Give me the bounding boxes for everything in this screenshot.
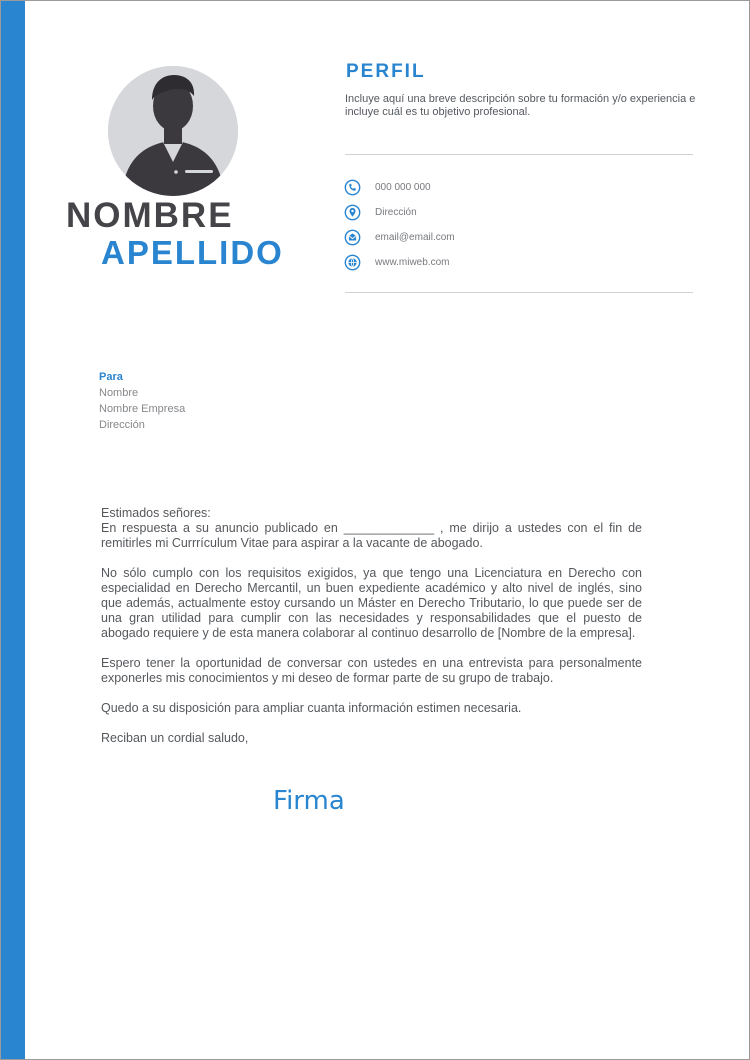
last-name: APELLIDO — [101, 234, 284, 271]
first-name: NOMBRE — [66, 196, 234, 235]
divider-bottom — [345, 292, 693, 293]
signature: Firma — [273, 786, 345, 816]
letter-greeting: Estimados señores: — [101, 506, 211, 520]
recipient-label: Para — [99, 371, 123, 383]
recipient-name: Nombre — [99, 387, 139, 399]
contact-email-text[interactable]: email@email.com — [375, 231, 455, 243]
profile-description: Incluye aquí una breve descripción sobre tu formación y/o experiencia e incluye cuál es tu objetivo profesional. — [345, 93, 696, 118]
letter-body — [101, 506, 642, 746]
contact-phone-text: 000 000 000 — [375, 181, 431, 193]
recipient-company: Nombre Empresa — [99, 403, 186, 415]
letter-paragraph-2: No sólo cumplo con los requisitos exigidos, ya que tengo una Licenciatura en Derecho con especialidad en Derecho Mercantil, un buen expediente académico y alto nivel de inglés, sino que además, actualmente estoy cursando un Máster en Derecho Tributario, lo que puede ser de una gran utilidad para cumplir con las necesidades y responsabilidades que el puesto de abogado requiere y de esta manera colaborar al continuo desarrollo de [Nombre de la empresa]. — [101, 566, 642, 640]
location-pin-icon — [344, 204, 361, 221]
letter-paragraph-3: Espero tener la oportunidad de conversar con ustedes en una entrevista para personalmente exponerles mis conocimientos y mi deseo de formar parte de su grupo de trabajo. — [101, 656, 642, 685]
letter-paragraph-4: Quedo a su disposición para ampliar cuanta información estimen necesaria. — [101, 701, 522, 715]
contact-website-text[interactable]: www.miweb.com — [375, 256, 450, 268]
recipient-address: Dirección — [99, 419, 145, 431]
contact-address — [344, 203, 417, 221]
letter-closing: Reciban un cordial saludo, — [101, 731, 249, 745]
contact-website[interactable] — [344, 253, 449, 271]
phone-icon — [344, 179, 361, 196]
user-avatar-icon — [108, 66, 238, 196]
accent-sidebar — [1, 1, 25, 1059]
email-icon — [344, 229, 361, 246]
profile-title: PERFIL — [346, 61, 426, 82]
divider-top — [345, 154, 693, 155]
contact-email[interactable] — [344, 228, 455, 246]
letter-paragraph-1: En respuesta a su anuncio publicado en _____________ , me dirijo a ustedes con el fin de remitirles mi Currrículum Vitae para aspirar a la vacante de abogado. — [101, 521, 642, 550]
recipient-block — [99, 369, 185, 433]
globe-icon — [344, 254, 361, 271]
contact-phone — [344, 178, 431, 196]
contact-address-text: Dirección — [375, 206, 417, 218]
